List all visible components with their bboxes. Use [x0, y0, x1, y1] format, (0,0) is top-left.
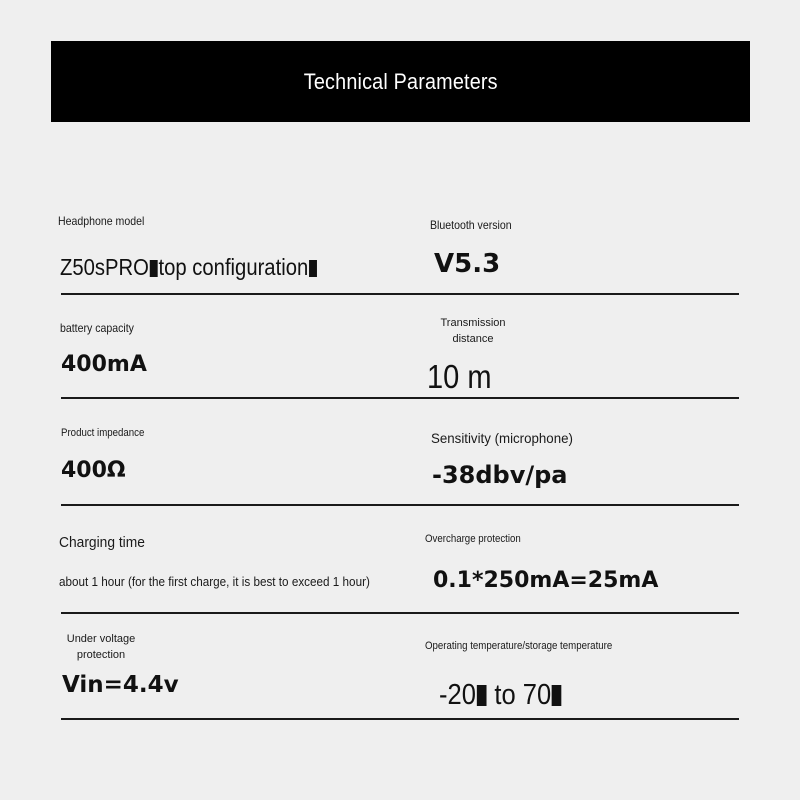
- charging-time-value: about 1 hour (for the first charge, it is best to exceed 1 hour): [59, 574, 370, 589]
- unrendered-glyph-icon: [309, 260, 317, 277]
- transmission-distance-label-line1: Transmission: [440, 317, 506, 329]
- row-divider: [61, 397, 739, 399]
- headphone-model-value: [60, 254, 318, 281]
- sensitivity-label: Sensitivity (microphone): [431, 430, 573, 446]
- unrendered-glyph-icon: [150, 260, 158, 277]
- header-bar: [51, 41, 750, 122]
- headphone-model-value-main: Z50sPRO: [60, 254, 149, 280]
- charging-time-label: Charging time: [59, 534, 145, 551]
- row-divider: [61, 293, 739, 295]
- under-voltage-protection-label-line1: Under voltage: [66, 633, 136, 645]
- overcharge-protection-value: 0.1*250mA=25mA: [433, 568, 659, 593]
- headphone-model-label: Headphone model: [58, 214, 145, 228]
- transmission-distance-label-line2: distance: [452, 333, 494, 345]
- bluetooth-version-value: V5.3: [434, 249, 501, 279]
- operating-temperature-value-min: -20: [439, 679, 476, 711]
- overcharge-protection-label: Overcharge protection: [425, 533, 521, 545]
- operating-temperature-value: [439, 679, 563, 712]
- row-divider: [61, 612, 739, 614]
- under-voltage-protection-label-line2: protection: [76, 649, 126, 661]
- sensitivity-value: -38dbv/pa: [432, 461, 568, 489]
- unrendered-glyph-icon: [552, 685, 562, 706]
- headphone-model-value-config: top configuration: [158, 254, 309, 280]
- unrendered-glyph-icon: [477, 685, 487, 706]
- battery-capacity-label: battery capacity: [60, 321, 134, 335]
- row-divider: [61, 504, 739, 506]
- product-impedance-value: 400Ω: [61, 458, 126, 483]
- page-title: Technical Parameters: [303, 68, 498, 94]
- operating-temperature-value-max: to 70: [487, 679, 552, 711]
- product-impedance-label: Product impedance: [61, 427, 145, 439]
- under-voltage-protection-label: [56, 631, 146, 663]
- operating-temperature-label: Operating temperature/storage temperature: [425, 640, 613, 652]
- bluetooth-version-label: Bluetooth version: [430, 218, 512, 232]
- battery-capacity-value: 400mA: [61, 352, 147, 377]
- under-voltage-protection-value: Vin=4.4v: [62, 672, 179, 698]
- row-divider: [61, 718, 739, 720]
- transmission-distance-label: [428, 315, 518, 347]
- transmission-distance-value: 10 m: [427, 358, 492, 395]
